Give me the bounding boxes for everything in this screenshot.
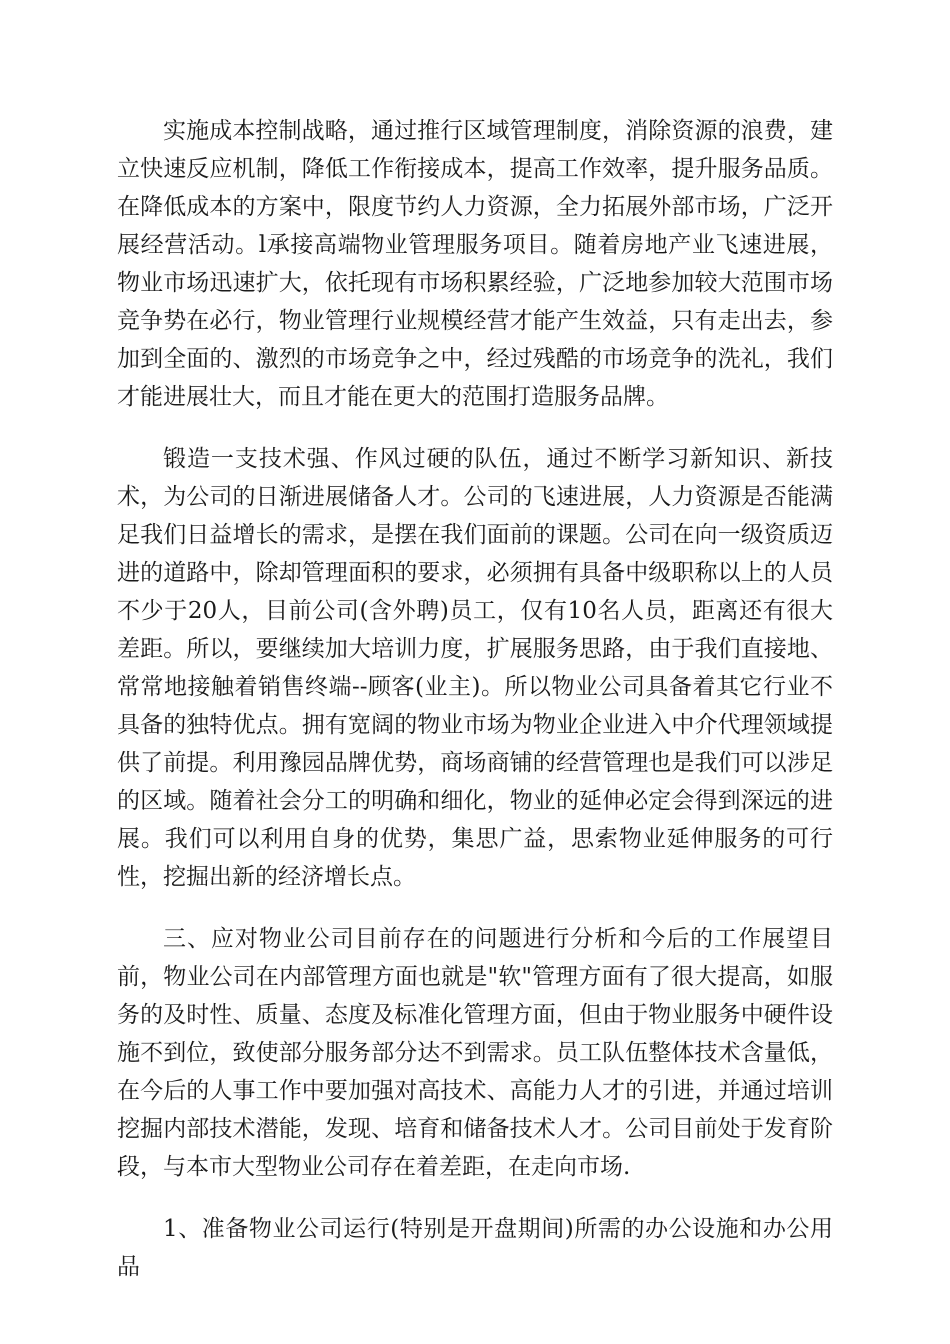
paragraph-cost-control: 实施成本控制战略，通过推行区域管理制度，消除资源的浪费，建立快速反应机制，降低工作衔接成本，提高工作效率，提升服务品质。在降低成本的方案中，限度节约人力资源，全力拓展外部市场，广泛开展经营活动。l承接高端物业管理服务项目。随着房地产业飞速进展，物业市场迅速扩大，依托现有市场积累经验，广泛地参加较大范围市场竞争势在必行，物业管理行业规模经营才能产生效益，只有走出去，参加到全面的、激烈的市场竞争之中，经过残酷的市场竞争的洗礼，我们才能进展壮大，而且才能在更大的范围打造服务品牌。 [117, 118, 833, 410]
paragraph-team-building: 锻造一支技术强、作风过硬的队伍，通过不断学习新知识、新技术，为公司的日渐进展储备人才。公司的飞速进展，人力资源是否能满足我们日益增长的需求，是摆在我们面前的课题。公司在向一级资质迈进的道路中，除却管理面积的要求，必须拥有具备中级职称以上的人员不少于20人，目前公司(含外聘)员工，仅有10名人员，距离还有很大差距。所以，要继续加大培训力度，扩展服务思路，由于我们直接地、常常地接触着销售终端--顾客(业主)。所以物业公司具备着其它行业不具备的独特优点。拥有宽阔的物业市场为物业企业进入中介代理领域提供了前提。利用豫园品牌优势，商场商铺的经营管理也是我们可以涉足的区域。随着社会分工的明确和细化，物业的延伸必定会得到深远的进展。我们可以利用自身的优势，集思广益，思索物业延伸服务的可行性，挖掘出新的经济增长点。 [117, 446, 833, 890]
document-body [117, 112, 833, 1310]
paragraph-problem-analysis: 三、应对物业公司目前存在的问题进行分析和今后的工作展望目前，物业公司在内部管理方面也就是"软"管理方面有了很大提高，如服务的及时性、质量、态度及标准化管理方面，但由于物业服务中硬件设施不到位，致使部分服务部分达不到需求。员工队伍整体技术含量低，在今后的人事工作中要加强对高技术、高能力人才的引进，并通过培训挖掘内部技术潜能，发现、培育和储备技术人才。公司目前处于发育阶段，与本市大型物业公司存在着差距，在走向市场. [117, 926, 833, 1180]
paragraph-item-1: 1、准备物业公司运行(特别是开盘期间)所需的办公设施和办公用品 [117, 1216, 833, 1280]
